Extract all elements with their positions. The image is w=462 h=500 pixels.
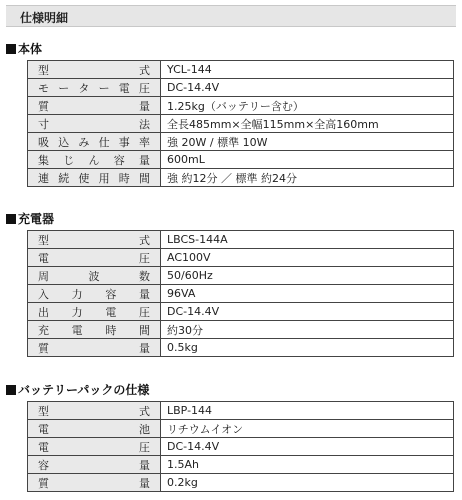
square-bullet-icon [6, 214, 16, 224]
spec-label-cell [28, 115, 161, 133]
spec-value: 0.2kg [161, 474, 454, 492]
spec-row [28, 321, 454, 339]
spec-label-cell [28, 133, 161, 151]
spec-row [28, 97, 454, 115]
spec-label: 電 圧 [38, 440, 150, 454]
spec-row [28, 285, 454, 303]
spec-label-cell [28, 303, 161, 321]
spec-value: DC-14.4V [161, 303, 454, 321]
page-title: 仕様明細 [20, 11, 69, 25]
spec-row [28, 231, 454, 249]
spec-label: 連 続 使 用 時 間 [38, 171, 150, 185]
spec-row [28, 169, 454, 187]
spec-label: 周 波 数 [38, 269, 150, 283]
spec-value: 0.5kg [161, 339, 454, 357]
section-heading-main-unit [6, 40, 42, 57]
spec-value: DC-14.4V [161, 438, 454, 456]
spec-row [28, 339, 454, 357]
spec-table-main-unit [27, 60, 454, 187]
spec-label: 電 池 [38, 422, 150, 436]
spec-value: 強 約12分 ／ 標準 約24分 [161, 169, 454, 187]
title-bar [6, 5, 456, 27]
spec-row [28, 402, 454, 420]
spec-value: 1.5Ah [161, 456, 454, 474]
spec-label-cell [28, 456, 161, 474]
spec-label-cell [28, 249, 161, 267]
spec-label-cell [28, 321, 161, 339]
spec-value: 強 20W / 標準 10W [161, 133, 454, 151]
spec-row [28, 303, 454, 321]
spec-table-battery-pack [27, 401, 454, 492]
spec-row [28, 249, 454, 267]
spec-label-cell [28, 474, 161, 492]
spec-label: 容 量 [38, 458, 150, 472]
spec-value: 600mL [161, 151, 454, 169]
spec-label-cell [28, 402, 161, 420]
spec-row [28, 438, 454, 456]
section-heading-text: バッテリーパックの仕様 [18, 383, 150, 397]
section-heading-text: 本体 [18, 42, 43, 56]
spec-label: 入 力 容 量 [38, 287, 150, 301]
spec-label-cell [28, 79, 161, 97]
spec-label: 質 量 [38, 341, 150, 355]
spec-value: 全長485mm×全幅115mm×全高160mm [161, 115, 454, 133]
spec-value: AC100V [161, 249, 454, 267]
spec-value: 50/60Hz [161, 267, 454, 285]
spec-label-cell [28, 97, 161, 115]
spec-row [28, 133, 454, 151]
spec-row [28, 456, 454, 474]
spec-table-charger [27, 230, 454, 357]
section-heading-battery-pack [6, 381, 149, 398]
spec-label: 吸 込 み 仕 事 率 [38, 135, 150, 149]
spec-label-cell [28, 151, 161, 169]
section-heading-text: 充電器 [18, 212, 55, 226]
spec-row [28, 267, 454, 285]
square-bullet-icon [6, 44, 16, 54]
section-heading-charger [6, 210, 54, 227]
spec-label: 質 量 [38, 99, 150, 113]
spec-value: LBP-144 [161, 402, 454, 420]
spec-value: YCL-144 [161, 61, 454, 79]
spec-label: 型 式 [38, 404, 150, 418]
spec-row [28, 79, 454, 97]
spec-label: 出 力 電 圧 [38, 305, 150, 319]
spec-label: 型 式 [38, 63, 150, 77]
spec-label-cell [28, 61, 161, 79]
spec-label: 質 量 [38, 476, 150, 490]
spec-value: リチウムイオン [161, 420, 454, 438]
spec-label: 電 圧 [38, 251, 150, 265]
square-bullet-icon [6, 385, 16, 395]
spec-label: 充 電 時 間 [38, 323, 150, 337]
spec-value: 96VA [161, 285, 454, 303]
spec-label-cell [28, 438, 161, 456]
spec-row [28, 61, 454, 79]
spec-row [28, 420, 454, 438]
spec-label: 集 じ ん 容 量 [38, 153, 150, 167]
spec-value: 約30分 [161, 321, 454, 339]
spec-label: 型 式 [38, 233, 150, 247]
spec-label: モ ー タ ー 電 圧 [38, 81, 150, 95]
spec-label-cell [28, 420, 161, 438]
spec-label-cell [28, 285, 161, 303]
spec-row [28, 115, 454, 133]
spec-label-cell [28, 267, 161, 285]
spec-value: LBCS-144A [161, 231, 454, 249]
spec-label-cell [28, 169, 161, 187]
spec-value: 1.25kg（バッテリー含む） [161, 97, 454, 115]
spec-value: DC-14.4V [161, 79, 454, 97]
spec-label: 寸 法 [38, 117, 150, 131]
spec-row [28, 474, 454, 492]
spec-row [28, 151, 454, 169]
spec-label-cell [28, 339, 161, 357]
spec-label-cell [28, 231, 161, 249]
